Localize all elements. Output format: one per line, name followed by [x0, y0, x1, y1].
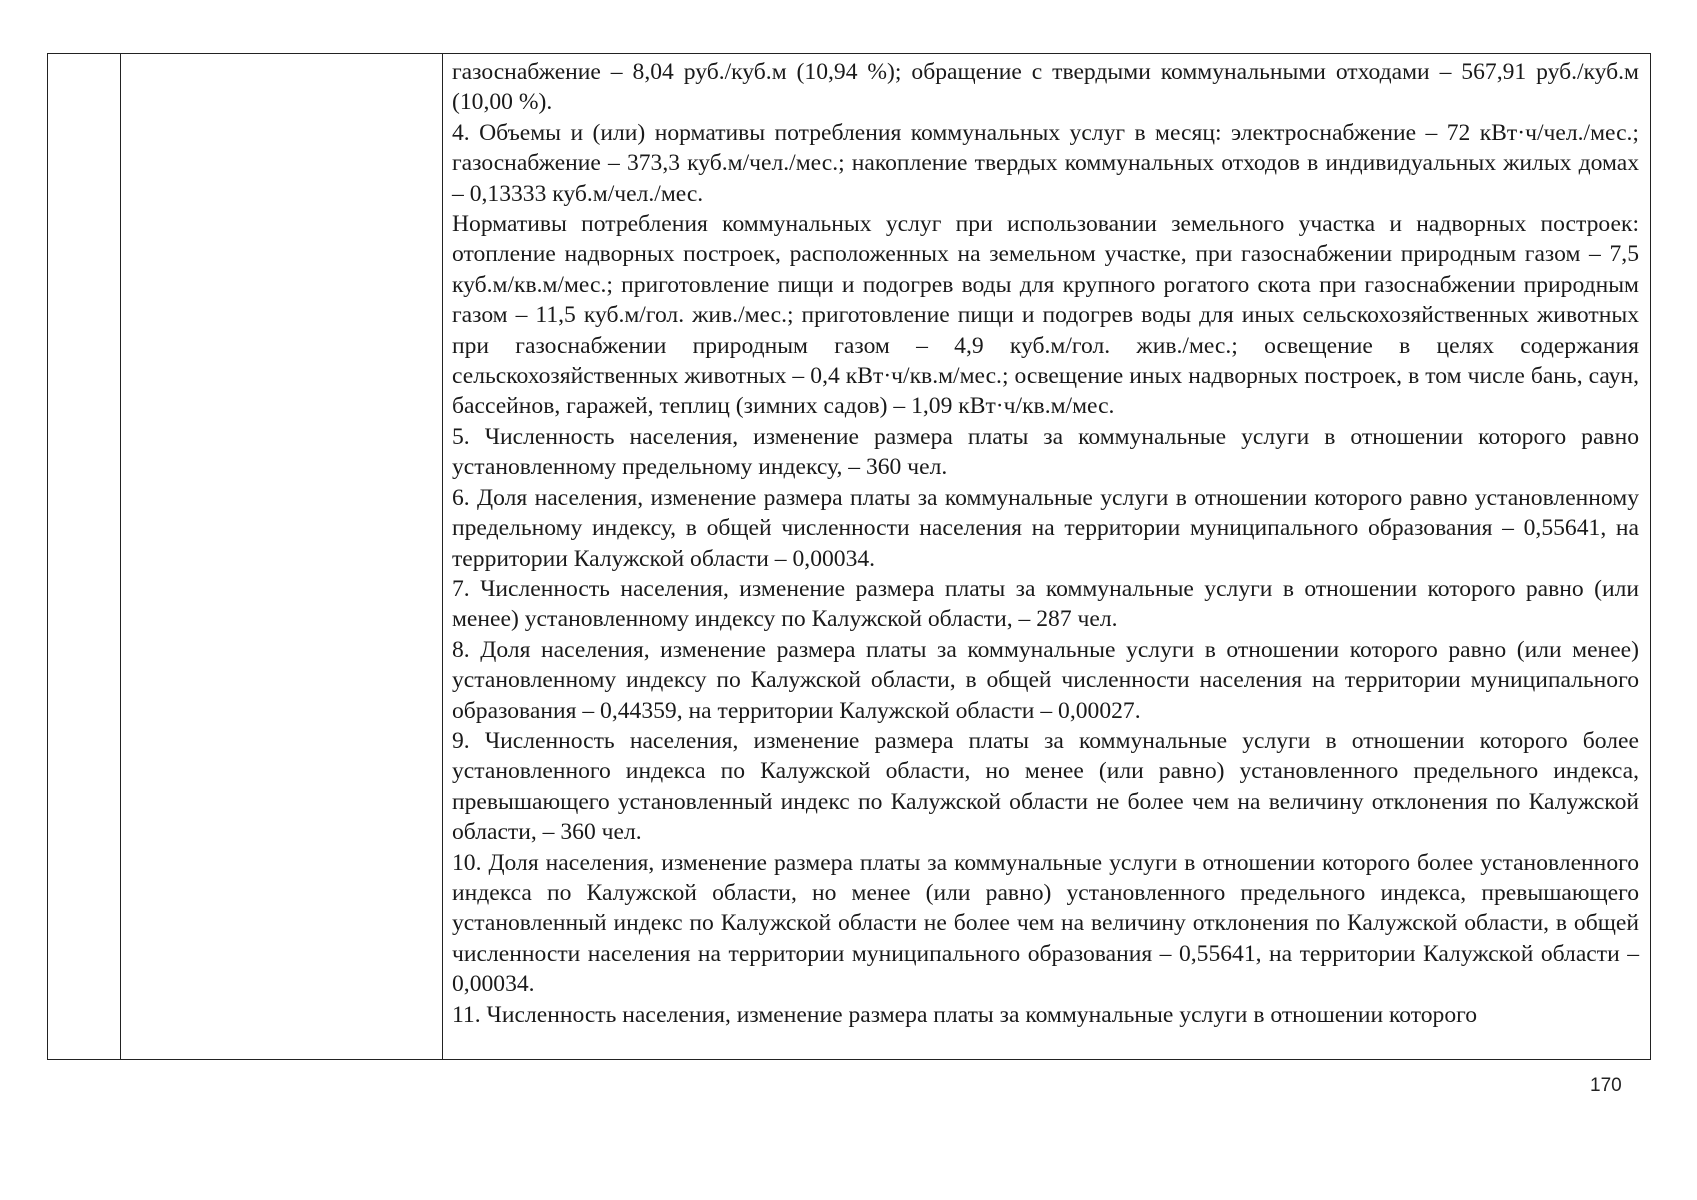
paragraph: 10. Доля населения, изменение размера платы за коммунальные услуги в отношении которого более установленного индекса по Калужской области, но менее (или равно) установленного предельного индекса, превышающего установленный индекс по Калужской области не более чем на величину отклонения по Калужской области, в общей численности населения на территории муниципального образования – 0,55641, на территории Калужской области – 0,00034.: [452, 849, 1639, 998]
paragraph: 7. Численность населения, изменение размера платы за коммунальные услуги в отношении которого равно (или менее) установленному индексу по Калужской области, – 287 чел.: [452, 575, 1639, 633]
table-column-number: [48, 54, 121, 1059]
table-column-name: [121, 54, 443, 1059]
paragraph: 5. Численность населения, изменение размера платы за коммунальные услуги в отношении которого равно установленному предельному индексу, – 360 чел.: [452, 423, 1639, 481]
paragraph: 9. Численность населения, изменение размера платы за коммунальные услуги в отношении которого более установленного индекса по Калужской области, но менее (или равно) установленного предельного индекса, превышающего установленный индекс по Калужской области не более чем на величину отклонения по Калужской области, – 360 чел.: [452, 727, 1639, 846]
paragraph: Нормативы потребления коммунальных услуг при использовании земельного участка и надворных построек: отопление надворных построек, расположенных на земельном участке, при газоснабжении природным газом – 7,5 куб.м/кв.м/мес.; приготовление пищи и подогрев воды для крупного рогатого скота при газоснабжении природным газом – 11,5 куб.м/гол. жив./мес.; приготовление пищи и подогрев воды для иных сельскохозяйственных животных при газоснабжении природным газом – 4,9 куб.м/гол. жив./мес.; освещение в целях содержания сельскохозяйственных животных – 0,4 кВт·ч/кв.м/мес.; освещение иных надворных построек, в том числе бань, саун, бассейнов, гаражей, теплиц (зимних садов) – 1,09 кВт·ч/кв.м/мес.: [452, 211, 1639, 420]
paragraph: 11. Численность населения, изменение размера платы за коммунальные услуги в отношении которого: [452, 1001, 1478, 1028]
paragraph: 4. Объемы и (или) нормативы потребления коммунальных услуг в месяц: электроснабжение – 72 кВт·ч/чел./мес.; газоснабжение – 373,3 куб.м/чел./мес.; накопление твердых коммунальных отходов в индивидуальных жилых домах – 0,13333 куб.м/чел./мес.: [452, 119, 1639, 207]
paragraph: 6. Доля населения, изменение размера платы за коммунальные услуги в отношении которого равно установленному предельному индексу, в общей численности населения на территории муниципального образования – 0,55641, на территории Калужской области – 0,00034.: [452, 484, 1639, 572]
paragraph: 8. Доля населения, изменение размера платы за коммунальные услуги в отношении которого равно (или менее) установленному индексу по Калужской области, в общей численности населения на территории муниципального образования – 0,44359, на территории Калужской области – 0,00027.: [452, 636, 1639, 724]
page-number: 170: [1590, 1075, 1622, 1096]
paragraph: газоснабжение – 8,04 руб./куб.м (10,94 %); обращение с твердыми коммунальными отходами – 567,91 руб./куб.м (10,00 %).: [452, 59, 1639, 116]
table-column-content: [443, 54, 1650, 1059]
document-table: [47, 53, 1651, 1060]
